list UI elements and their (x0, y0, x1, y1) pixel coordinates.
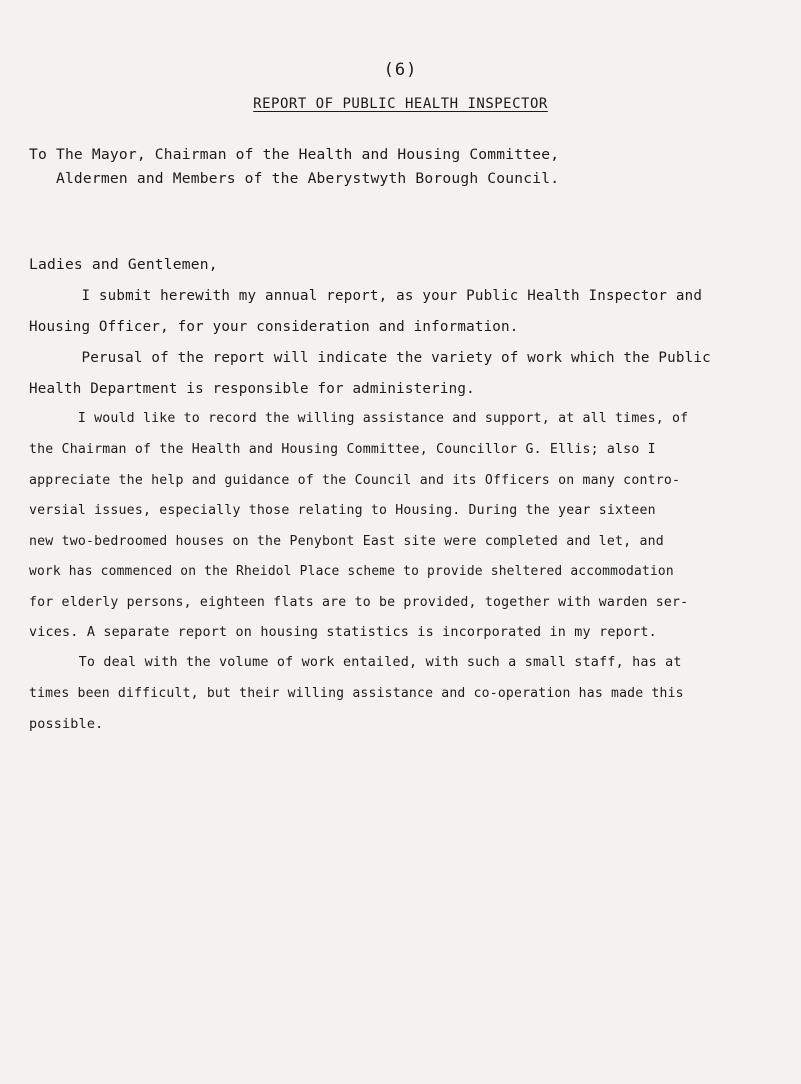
address-line: To The Mayor, Chairman of the Health and Housing Committee, (29, 146, 560, 163)
body-line: Perusal of the report will indicate the variety of work which the Public (29, 350, 711, 366)
report-title: REPORT OF PUBLIC HEALTH INSPECTOR (253, 96, 548, 112)
body-line: for elderly persons, eighteen flats are to be provided, together with warden ser- (29, 595, 689, 610)
body-line: To deal with the volume of work entailed, with such a small staff, has at (29, 655, 682, 670)
body-line: work has commenced on the Rheidol Place scheme to provide sheltered accommodation (29, 564, 674, 579)
salutation: Ladies and Gentlemen, (29, 256, 218, 273)
address-line: Aldermen and Members of the Aberystwyth Borough Council. (29, 170, 560, 187)
body-line: the Chairman of the Health and Housing Committee, Councillor G. Ellis; also I (29, 442, 656, 457)
body-line: Health Department is responsible for administering. (29, 381, 475, 397)
body-line: I would like to record the willing assistance and support, at all times, of (29, 411, 689, 426)
body-line: versial issues, especially those relating to Housing. During the year sixteen (29, 503, 656, 518)
body-line: possible. (29, 717, 104, 732)
body-line: Housing Officer, for your consideration and information. (29, 319, 519, 335)
body-line: vices. A separate report on housing statistics is incorporated in my report. (29, 625, 657, 640)
body-line: I submit herewith my annual report, as your Public Health Inspector and (29, 288, 703, 304)
body-line: times been difficult, but their willing assistance and co-operation has made this (29, 686, 684, 701)
body-line: appreciate the help and guidance of the Council and its Officers on many contro- (29, 473, 681, 488)
page-number: (6) (383, 60, 418, 80)
body-line: new two-bedroomed houses on the Penybont East site were completed and let, and (29, 534, 664, 549)
